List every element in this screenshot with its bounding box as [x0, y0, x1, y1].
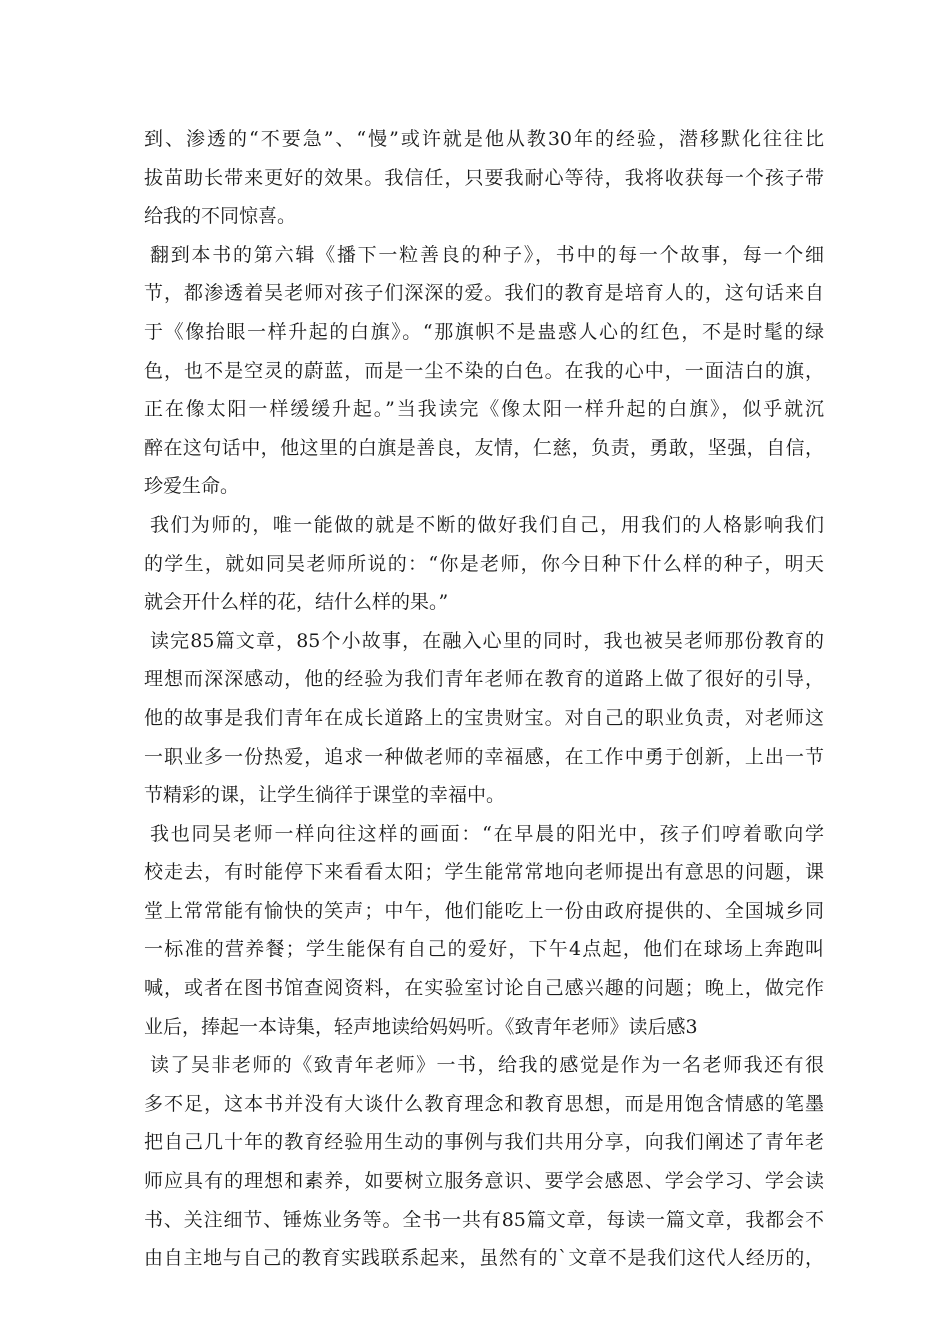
text-line: 业后，捧起一本诗集，轻声地读给妈妈听。《致青年老师》读后感3 — [144, 1015, 698, 1038]
text-line: 就会开什么样的花，结什么样的果。” — [144, 591, 449, 614]
text-line: 翻到本书的第六辑《播下一粒善良的种子》，书中的每一个故事，每一个细 — [150, 243, 824, 266]
text-line: 读完85篇文章，85个小故事，在融入心里的同时，我也被吴老师那份教育的 — [150, 629, 824, 652]
text-line: 醉在这句话中，他这里的白旗是善良，友情，仁慈，负责，勇敢，坚强，自信， — [144, 436, 824, 459]
document-body — [144, 120, 824, 1278]
text-line: 堂上常常能有愉快的笑声；中午，他们能吃上一份由政府提供的、全国城乡同 — [144, 899, 824, 922]
text-line: 理想而深深感动，他的经验为我们青年老师在教育的道路上做了很好的引导， — [144, 668, 824, 691]
text-line: 色，也不是空灵的蔚蓝，而是一尘不染的白色。在我的心中，一面洁白的旗， — [144, 359, 824, 382]
text-line: 喊，或者在图书馆查阅资料，在实验室讨论自己感兴趣的问题；晚上，做完作 — [144, 977, 824, 1000]
text-line: 拔苗助长带来更好的效果。我信任，只要我耐心等待，我将收获每一个孩子带 — [144, 166, 824, 189]
text-line: 书、关注细节、锤炼业务等。全书一共有85篇文章，每读一篇文章，我都会不 — [144, 1208, 824, 1231]
text-line: 他的故事是我们青年在成长道路上的宝贵财宝。对自己的职业负责，对老师这 — [144, 706, 824, 729]
text-line: 把自己几十年的教育经验用生动的事例与我们共用分享，向我们阐述了青年老 — [144, 1131, 824, 1154]
text-line: 师应具有的理想和素养，如要树立服务意识、要学会感恩、学会学习、学会读 — [144, 1170, 824, 1193]
text-line: 由自主地与自己的教育实践联系起来，虽然有的`文章不是我们这代人经历的， — [144, 1247, 824, 1270]
text-line: 给我的不同惊喜。 — [144, 205, 297, 228]
text-line: 珍爱生命。 — [144, 475, 240, 498]
text-line: 我们为师的，唯一能做的就是不断的做好我们自己，用我们的人格影响我们 — [150, 513, 824, 536]
text-line: 校走去，有时能停下来看看太阳；学生能常常地向老师提出有意思的问题，课 — [144, 861, 824, 884]
text-line: 到、渗透的“不要急”、“慢”或许就是他从教30年的经验，潜移默化往往比 — [144, 128, 824, 150]
text-line: 一标准的营养餐；学生能保有自己的爱好，下午4点起，他们在球场上奔跑叫 — [144, 938, 824, 961]
text-line: 节，都渗透着吴老师对孩子们深深的爱。我们的教育是培育人的，这句话来自 — [144, 282, 824, 305]
text-line: 读了吴非老师的《致青年老师》一书，给我的感觉是作为一名老师我还有很 — [150, 1054, 824, 1077]
text-line: 我也同吴老师一样向往这样的画面：“在早晨的阳光中，孩子们哼着歌向学 — [150, 822, 824, 845]
text-line: 于《像抬眼一样升起的白旗》。“那旗帜不是蛊惑人心的红色，不是时髦的绿 — [144, 320, 824, 343]
text-line: 多不足，这本书并没有大谈什么教育理念和教育思想，而是用饱含情感的笔墨 — [144, 1092, 824, 1115]
text-line: 的学生，就如同吴老师所说的：“你是老师，你今日种下什么样的种子，明天 — [144, 552, 824, 575]
text-line: 节精彩的课，让学生徜徉于课堂的幸福中。 — [144, 784, 506, 807]
text-line: 一职业多一份热爱，追求一种做老师的幸福感，在工作中勇于创新，上出一节 — [144, 745, 824, 768]
text-line: 正在像太阳一样缓缓升起。”当我读完《像太阳一样升起的白旗》，似乎就沉 — [144, 398, 824, 421]
